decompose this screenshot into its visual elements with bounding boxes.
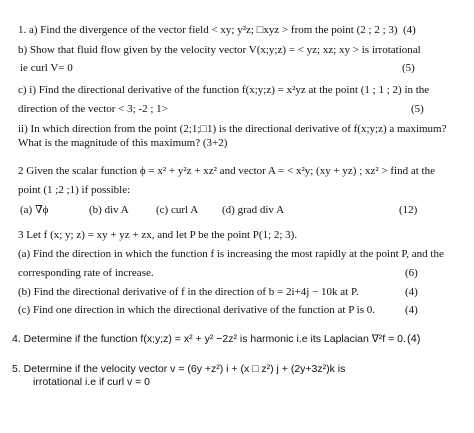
q3c-text: (c) Find one direction in which the directional derivative of the function at P is 0. (18, 304, 375, 316)
q1b-text-line1: b) Show that fluid flow given by the velocity vector V(x;y;z) = < yz; xz; xy > is irrotational (18, 44, 421, 56)
q2-text-line1: 2 Given the scalar function ϕ = x² + y²z + xz² and vector A = < x²y; (xy + yz) ; xz² > find at the (18, 165, 435, 177)
q4-text: 4. Determine if the function f(x;y;z) = x² + y² −2z² is harmonic i.e its Laplacian ∇²f = 0. (12, 333, 406, 345)
q2-text-line2: point (1 ;2 ;1) if possible: (18, 184, 131, 196)
q1a-text: 1. a) Find the divergence of the vector field < xy; y²z; □xyz > from the point (2 ; 2 ; 3) (18, 24, 398, 36)
q1b-marks: (5) (402, 62, 415, 74)
q1b-text-line2: ie curl V= 0 (20, 62, 73, 74)
q2-option-b: (b) div A (89, 204, 129, 216)
q3a-text-line1: (a) Find the direction in which the function f is increasing the most rapidly at the point P, and the (18, 248, 444, 260)
q4-marks: (4) (407, 333, 421, 345)
q3-intro: 3 Let f (x; y; z) = xy + yz + zx, and let P be the point P(1; 2; 3). (18, 229, 298, 241)
q2-option-d: (d) grad div A (222, 204, 285, 216)
q2-marks: (12) (399, 204, 418, 216)
q5-text-line1: 5. Determine if the velocity vector v = (6y +z²) i + (x □ z²) j + (2y+3z²)k is (12, 363, 346, 375)
q3a-text-line2: corresponding rate of increase. (18, 267, 154, 279)
q1c-marks: (5) (411, 103, 424, 115)
q3b-text: (b) Find the directional derivative of f in the direction of b = 2i+4j − 10k at P. (18, 286, 359, 298)
q1c-text-line1: c) i) Find the directional derivative of the function f(x;y;z) = x²yz at the point (1 ; 1 ; 2) in the (18, 84, 430, 96)
q5-text-line2: irrotational i.e if curl v = 0 (33, 376, 151, 388)
q3a-marks: (6) (405, 267, 418, 279)
q1c-ii-line2: What is the magnitude of this maximum? (3+2) (18, 137, 228, 149)
q2-option-a: (a) ∇ϕ (20, 204, 49, 216)
q3b-marks: (4) (405, 286, 418, 298)
q1a-marks: (4) (403, 24, 416, 36)
q1c-text-line2: direction of the vector < 3; -2 ; 1> (18, 103, 168, 115)
q2-option-c: (c) curl A (156, 204, 199, 216)
q3c-marks: (4) (405, 304, 418, 316)
q1c-ii-line1: ii) In which direction from the point (2;1;□1) is the directional derivative of f(x;y;z) a maximum? (18, 123, 447, 135)
